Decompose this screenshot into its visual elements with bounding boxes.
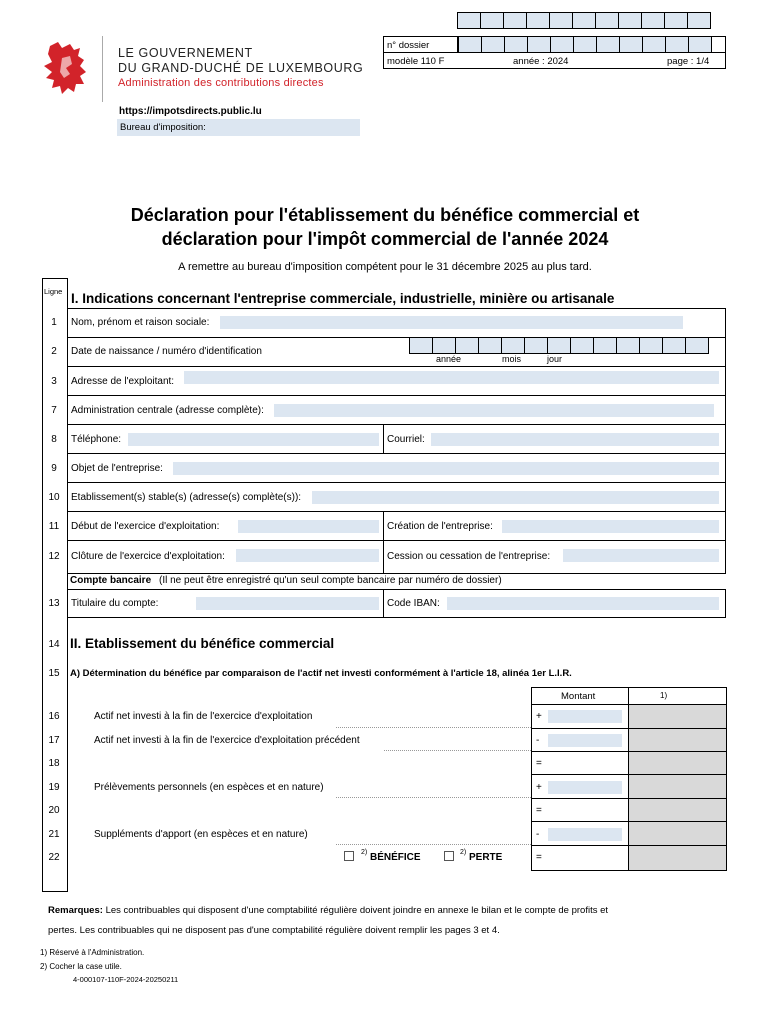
row-num-17: 17 — [48, 735, 60, 746]
gov-line3: Administration des contributions directes — [118, 77, 324, 89]
row17-amount[interactable] — [548, 734, 622, 747]
row-num-12: 12 — [48, 551, 60, 562]
row2-label: Date de naissance / numéro d'identification — [71, 346, 262, 357]
annee-caption: année — [436, 354, 462, 364]
bureau-label: Bureau d'imposition: — [120, 122, 206, 133]
row-num-16: 16 — [48, 711, 60, 722]
row-num-8: 8 — [51, 434, 57, 445]
titulaire-field[interactable] — [196, 597, 379, 610]
row-num-9: 9 — [51, 463, 57, 474]
modele-label: modèle 110 F — [387, 56, 445, 67]
row11-label: Début de l'exercice d'exploitation: — [71, 521, 220, 532]
page-label: page : 1/4 — [667, 56, 710, 67]
remarks — [48, 901, 728, 941]
footnote-2: 2) Cocher la case utile. — [40, 962, 122, 971]
dossier-label: n° dossier — [387, 40, 430, 51]
dossier-grid-top[interactable] — [457, 12, 710, 29]
row3-label: Adresse de l'exploitant: — [71, 376, 175, 387]
gov-line1: LE GOUVERNEMENT — [118, 46, 253, 60]
courriel-label: Courriel: — [387, 434, 425, 445]
row21-label: Suppléments d'apport (en espèces et en nature) — [94, 829, 308, 840]
section1-title: I. Indications concernant l'entreprise commerciale, industrielle, minière ou artisanale — [71, 291, 615, 306]
admin-column — [629, 705, 727, 871]
row10-label: Etablissement(s) stable(s) (adresse(s) complète(s)): — [71, 492, 302, 503]
row-num-10: 10 — [48, 492, 60, 503]
row17-label: Actif net investi à la fin de l'exercice d'exploitation précédent — [94, 735, 360, 746]
annee-label: année : 2024 — [513, 56, 569, 67]
courriel-field[interactable] — [431, 433, 719, 446]
perte-label: PERTE — [469, 852, 503, 863]
perte-note: 2) — [460, 849, 467, 856]
luxembourg-lion-logo — [40, 38, 96, 100]
row-num-13: 13 — [48, 598, 60, 609]
mois-caption: mois — [502, 354, 522, 364]
title-line1: Déclaration pour l'établissement du bénéfice commercial et — [130, 205, 640, 225]
admin-centrale-field[interactable] — [274, 404, 714, 417]
row-num-2: 2 — [51, 346, 57, 357]
row16-amount[interactable] — [548, 710, 622, 723]
row22-sign: = — [536, 852, 542, 863]
row19-amount[interactable] — [548, 781, 622, 794]
telephone-field[interactable] — [128, 433, 379, 446]
row1-label: Nom, prénom et raison sociale: — [71, 317, 210, 328]
government-name — [118, 46, 363, 91]
row19-label: Prélèvements personnels (en espèces et en nature) — [94, 782, 324, 793]
row-num-3: 3 — [51, 376, 57, 387]
row-num-7: 7 — [51, 405, 57, 416]
row19-sign: + — [536, 782, 542, 793]
adresse-field[interactable] — [184, 371, 719, 384]
section2-title: II. Etablissement du bénéfice commercial — [70, 636, 335, 651]
cession-label: Cession ou cessation de l'entreprise: — [387, 551, 551, 562]
row-num-1: 1 — [51, 317, 57, 328]
nom-field[interactable] — [220, 316, 683, 329]
page-title — [0, 203, 770, 251]
etablissement-field[interactable] — [312, 491, 719, 504]
row12-label: Clôture de l'exercice d'exploitation: — [71, 551, 225, 562]
gov-line2: DU GRAND-DUCHÉ DE LUXEMBOURG — [118, 61, 364, 75]
birthdate-grid[interactable] — [409, 337, 708, 354]
row18-sign: = — [536, 758, 542, 769]
objet-field[interactable] — [173, 462, 719, 475]
creation-field[interactable] — [502, 520, 719, 533]
row17-sign: - — [536, 735, 540, 746]
row-num-15: 15 — [48, 668, 60, 679]
bank-note: (Il ne peut être enregistré qu'un seul compte bancaire par numéro de dossier) — [159, 575, 502, 586]
row-num-11: 11 — [48, 521, 60, 532]
row-num-19: 19 — [48, 782, 60, 793]
row7-label: Administration centrale (adresse complète): — [71, 405, 264, 416]
subtitle: A remettre au bureau d'imposition compétent pour le 31 décembre 2025 au plus tard. — [178, 261, 592, 273]
row8-label: Téléphone: — [71, 434, 122, 445]
remarks-bold: Remarques: — [48, 905, 103, 916]
title-line2: déclaration pour l'impôt commercial de l'année 2024 — [161, 229, 609, 249]
row9-label: Objet de l'entreprise: — [71, 463, 163, 474]
jour-caption: jour — [547, 354, 563, 364]
remarks-text: Les contribuables qui disposent d'une comptabilité régulière doivent joindre en annexe le bilan et le compte de profits et — [105, 905, 609, 916]
row13-label: Titulaire du compte: — [71, 598, 159, 609]
row-num-18: 18 — [48, 758, 60, 769]
ligne-label: Ligne — [44, 287, 63, 296]
benefice-note: 2) — [361, 849, 368, 856]
iban-label: Code IBAN: — [387, 598, 440, 609]
iban-field[interactable] — [447, 597, 719, 610]
website-link[interactable]: https://impotsdirects.public.lu — [119, 106, 262, 117]
benefice-checkbox[interactable] — [344, 851, 354, 861]
row-num-21: 21 — [48, 829, 60, 840]
creation-label: Création de l'entreprise: — [387, 521, 493, 532]
row-num-14: 14 — [48, 639, 60, 650]
row16-sign: + — [536, 711, 542, 722]
row16-label: Actif net investi à la fin de l'exercice d'exploitation — [94, 711, 313, 722]
remarks-text2: pertes. Les contribuables qui ne disposent pas d'une comptabilité régulière doivent remplir les pages 3 et 4. — [48, 925, 500, 936]
footnote-1: 1) Réservé à l'Administration. — [40, 948, 145, 957]
debut-exercice-field[interactable] — [238, 520, 379, 533]
row21-sign: - — [536, 829, 540, 840]
section2a-title: A) Détermination du bénéfice par comparaison de l'actif net investi conformément à l'article 18, alinéa 1er L.I.R. — [70, 668, 572, 679]
row-num-22: 22 — [48, 852, 60, 863]
row21-amount[interactable] — [548, 828, 622, 841]
form-code: 4-000107-110F-2024-20250211 — [73, 975, 179, 984]
bank-title: Compte bancaire — [70, 575, 152, 586]
perte-checkbox[interactable] — [444, 851, 454, 861]
admin-col-note: 1) — [660, 691, 668, 700]
benefice-label: BÉNÉFICE — [370, 852, 421, 863]
row-num-20: 20 — [48, 805, 60, 816]
cloture-exercice-field[interactable] — [236, 549, 379, 562]
row20-sign: = — [536, 805, 542, 816]
cession-field[interactable] — [563, 549, 719, 562]
montant-header: Montant — [561, 691, 596, 702]
dossier-grid[interactable] — [458, 36, 711, 53]
